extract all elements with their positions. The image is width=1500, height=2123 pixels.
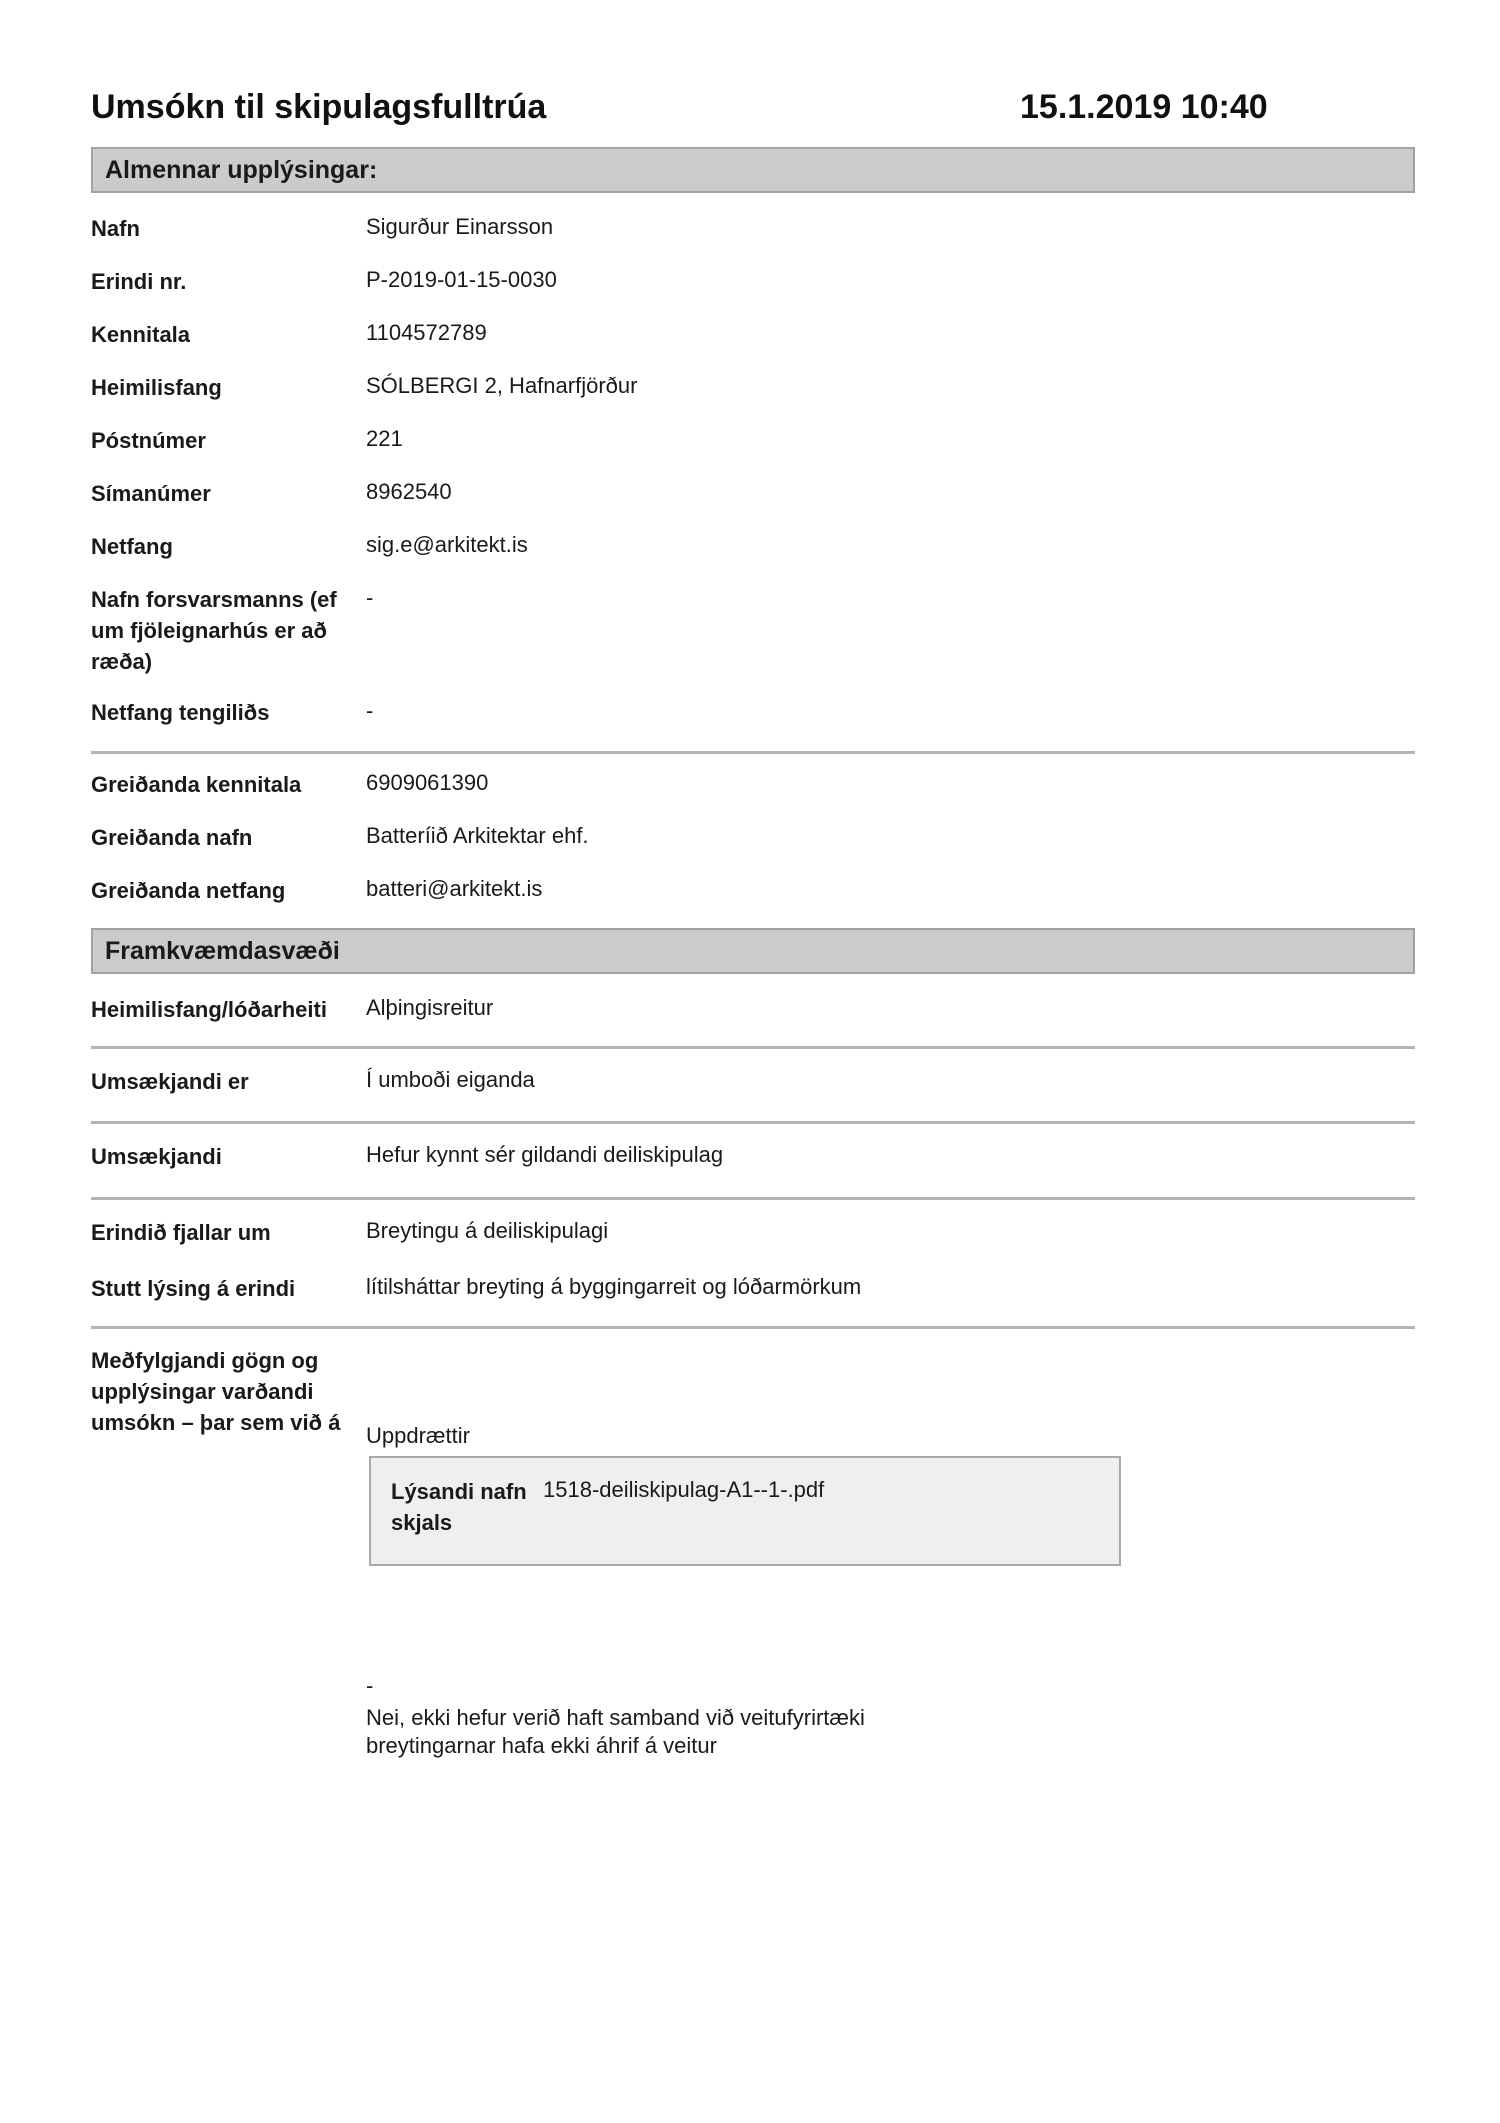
attachment-category: Uppdrættir [366,1423,470,1448]
field-label: Nafn [91,216,140,241]
field-value: 6909061390 [366,770,489,795]
attachment-file-box [369,1456,1121,1566]
field-label: Stutt lýsing á erindi [91,1276,296,1301]
field-label: Meðfylgjandi gögn og upplýsingar varðandi umsókn – þar sem við á [91,1348,341,1435]
field-label: Heimilisfang/lóðarheiti [91,997,327,1022]
section-header-area [91,928,1415,974]
field-label: Netfang tengiliðs [91,700,270,725]
note-dash: - [366,1673,374,1698]
section-title: Almennar upplýsingar: [105,156,378,184]
divider [91,1326,1415,1329]
field-value: Hefur kynnt sér gildandi deiliskipulag [366,1142,724,1167]
note-line-1: Nei, ekki hefur verið haft samband við veitufyrirtæki [366,1705,865,1730]
field-label: Umsækjandi [91,1144,222,1169]
field-value: 8962540 [366,479,452,504]
section-title: Framkvæmdasvæði [105,937,340,965]
field-label: Greiðanda nafn [91,825,253,850]
field-value: Í umboði eiganda [366,1067,535,1092]
field-value: lítilsháttar breyting á byggingarreit og lóðarmörkum [366,1274,862,1299]
field-label: Kennitala [91,322,191,347]
field-value: - [366,585,374,610]
field-value: batteri@arkitekt.is [366,876,543,901]
divider [91,1197,1415,1200]
field-label: Umsækjandi er [91,1069,249,1094]
field-label: Netfang [91,534,173,559]
field-value: sig.e@arkitekt.is [366,532,528,557]
field-value: 221 [366,426,403,451]
field-value: Breytingu á deiliskipulagi [366,1218,609,1243]
field-label: Greiðanda kennitala [91,772,302,797]
note-line-2: breytingarnar hafa ekki áhrif á veitur [366,1733,717,1758]
field-value: P-2019-01-15-0030 [366,267,557,292]
document-date: 15.1.2019 10:40 [1020,88,1268,126]
divider [91,1121,1415,1124]
field-value: Batteríið Arkitektar ehf. [366,823,589,848]
field-value: Alþingisreitur [366,995,494,1020]
field-label: Nafn forsvarsmanns (ef um fjöleignarhús er að ræða) [91,587,337,674]
attachment-file-name: 1518-deiliskipulag-A1--1-.pdf [543,1477,825,1502]
section-header-general [91,147,1415,193]
document-title: Umsókn til skipulagsfulltrúa [91,88,547,126]
divider [91,1046,1415,1049]
field-label: Heimilisfang [91,375,222,400]
field-label: Símanúmer [91,481,211,506]
field-value: - [366,698,374,723]
field-label: Greiðanda netfang [91,878,286,903]
field-value: Sigurður Einarsson [366,214,554,239]
field-label: Erindi nr. [91,269,187,294]
divider [91,751,1415,754]
field-value: 1104572789 [366,320,487,345]
attachment-file-label: Lýsandi nafn skjals [391,1479,527,1535]
field-label: Erindið fjallar um [91,1220,271,1245]
field-label: Póstnúmer [91,428,206,453]
field-value: SÓLBERGI 2, Hafnarfjörður [366,373,638,398]
